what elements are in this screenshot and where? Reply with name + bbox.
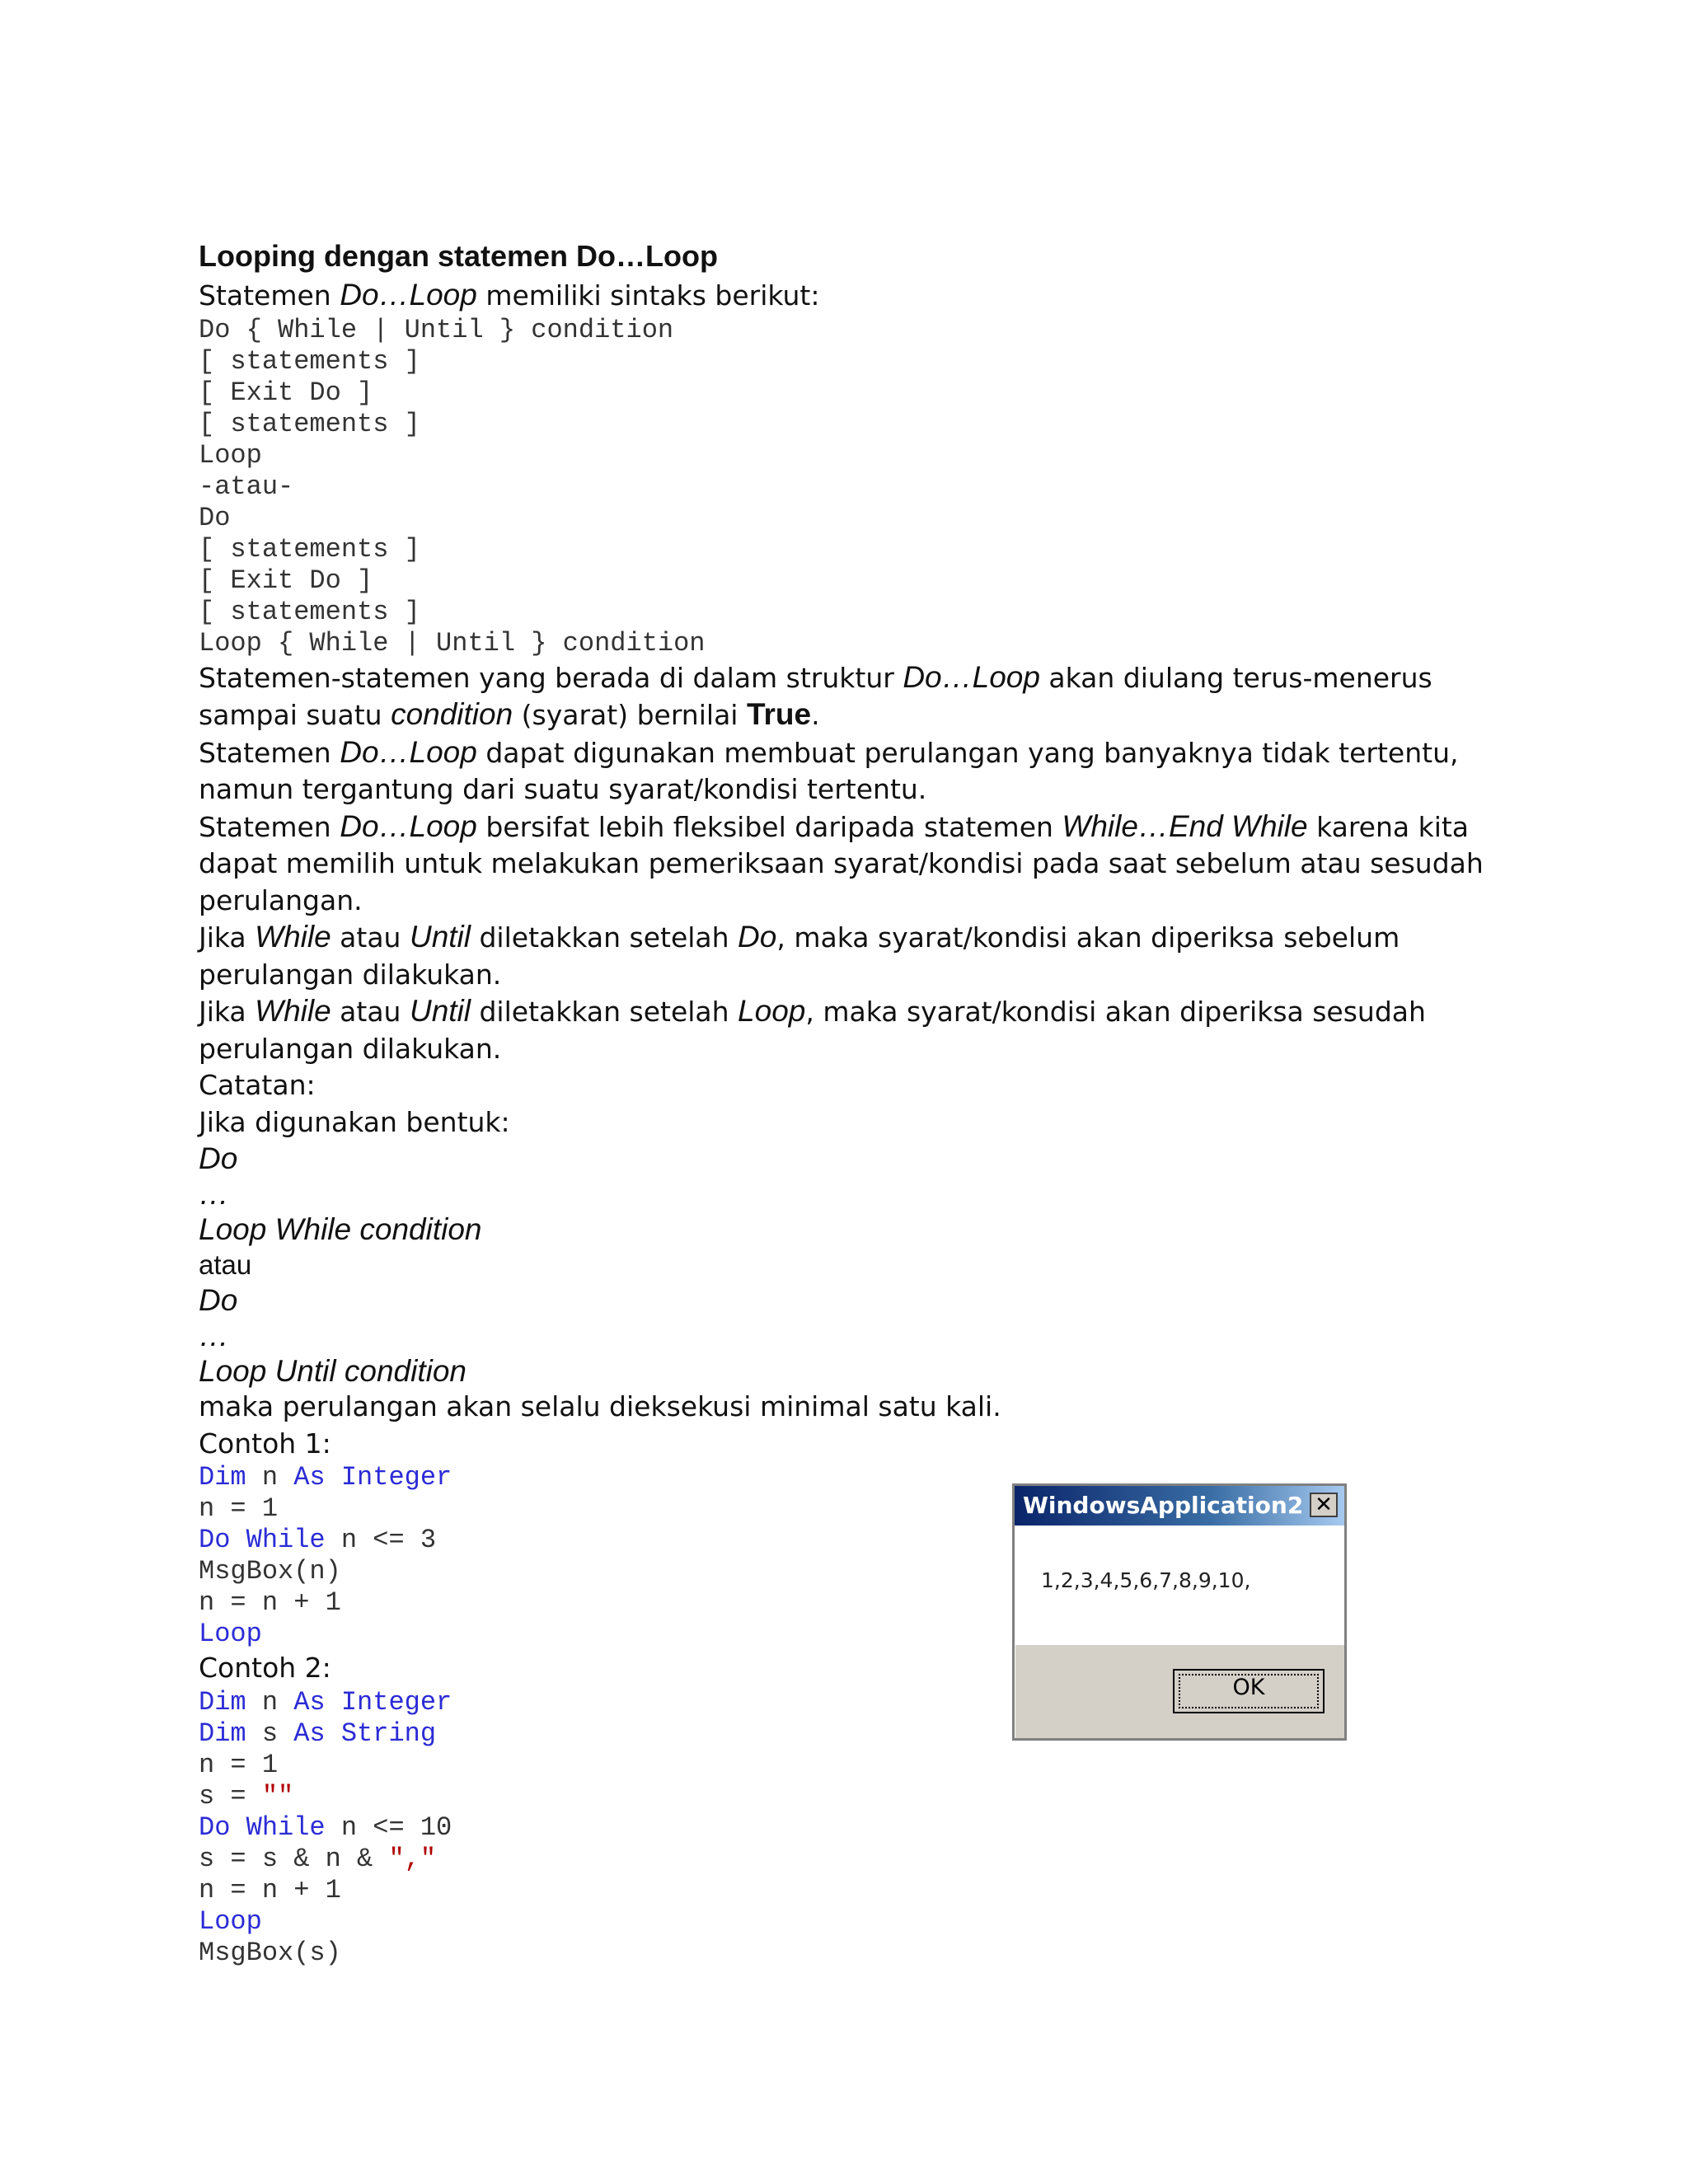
syntax-block-2 xyxy=(199,503,1484,659)
ok-button-label: OK xyxy=(1232,1675,1265,1700)
code-line: Do While n <= 10 xyxy=(199,1811,452,1843)
code-line: Loop xyxy=(199,1905,262,1937)
code-line: [ statements ] xyxy=(199,596,420,627)
code-line: Loop xyxy=(199,1619,262,1649)
code-line: s = "" xyxy=(199,1780,294,1811)
paragraph-flexible: Statemen Do…Loop bersifat lebih fleksibel daripada statemen While…End While karena kita dapat memilih untuk melakukan pemeriksaan syarat/kondisi pada saat sebelum atau sesudah perulangan. xyxy=(199,808,1484,916)
code-line: Dim n As Integer xyxy=(199,1462,452,1493)
dialog-title: WindowsApplication2 xyxy=(1023,1492,1304,1519)
form-line: Do xyxy=(199,1283,238,1317)
code-line: n = n + 1 xyxy=(199,1587,341,1618)
code-line: Dim n As Integer xyxy=(199,1686,452,1718)
code-line: MsgBox(n) xyxy=(199,1556,341,1586)
form-line: Loop While condition xyxy=(199,1212,482,1246)
code-line: Loop xyxy=(199,439,262,471)
code-line: [ statements ] xyxy=(199,345,420,377)
form-line: … xyxy=(199,1177,229,1211)
paragraph-pretest: Jika While atau Until diletakkan setelah Do, maka syarat/kondisi akan diperiksa sebelum perulangan dilakukan. xyxy=(199,920,1400,991)
close-icon[interactable]: ✕ xyxy=(1310,1493,1338,1517)
paragraph-usage: Statemen Do…Loop dapat digunakan membuat perulangan yang banyaknya tidak tertentu, namun tergantung dari suatu syarat/kondisi tertentu. xyxy=(199,734,1459,805)
note-label: Catatan: xyxy=(199,1069,316,1101)
code-line: [ Exit Do ] xyxy=(199,565,373,596)
ok-button[interactable] xyxy=(1173,1669,1325,1713)
form-separator: atau xyxy=(199,1249,252,1280)
code-line: Dim s As String xyxy=(199,1718,437,1749)
paragraph-posttest: Jika While atau Until diletakkan setelah Loop, maka syarat/kondisi akan diperiksa sesudah perulangan dilakukan. xyxy=(199,994,1426,1065)
form-line: Loop Until condition xyxy=(199,1354,467,1388)
code-line: Do { While | Until } condition xyxy=(199,314,674,345)
example-2-label: Contoh 2: xyxy=(199,1652,331,1684)
code-line: Do While n <= 3 xyxy=(199,1525,437,1555)
msgbox-dialog xyxy=(1012,1483,1347,1741)
note-text: Jika digunakan bentuk: xyxy=(199,1105,510,1138)
code-line: [ statements ] xyxy=(199,408,420,439)
form-line: Do xyxy=(199,1141,238,1175)
code-line: n = n + 1 xyxy=(199,1874,341,1905)
code-line: s = s & n & "," xyxy=(199,1843,437,1874)
intro-paragraph: Statemen Do…Loop memiliki sintaks berikut: xyxy=(199,278,820,312)
code-line: n = 1 xyxy=(199,1749,279,1780)
dialog-body xyxy=(1015,1526,1344,1645)
example-1-label: Contoh 1: xyxy=(199,1427,331,1460)
code-line: Loop { While | Until } condition xyxy=(199,627,706,658)
paragraph-repeat: Statemen-statemen yang berada di dalam struktur Do…Loop akan diulang terus-menerus sampai suatu condition (syarat) bernilai True. xyxy=(199,659,1432,731)
code-line: Do xyxy=(199,502,231,533)
syntax-block-1 xyxy=(199,315,1484,503)
dialog-message: 1,2,3,4,5,6,7,8,9,10, xyxy=(1041,1568,1251,1592)
conclusion-text: maka perulangan akan selalu dieksekusi minimal satu kali. xyxy=(199,1390,1001,1422)
code-line: [ statements ] xyxy=(199,533,420,565)
code-line: MsgBox(s) xyxy=(199,1937,341,1968)
form-line: … xyxy=(199,1319,229,1352)
code-line: n = 1 xyxy=(199,1493,279,1524)
focus-rectangle xyxy=(1179,1674,1319,1708)
section-heading: Looping dengan statemen Do…Loop xyxy=(199,239,718,273)
dialog-title-bar xyxy=(1015,1486,1344,1526)
code-line: -atau- xyxy=(199,471,294,502)
code-line: [ Exit Do ] xyxy=(199,377,373,408)
